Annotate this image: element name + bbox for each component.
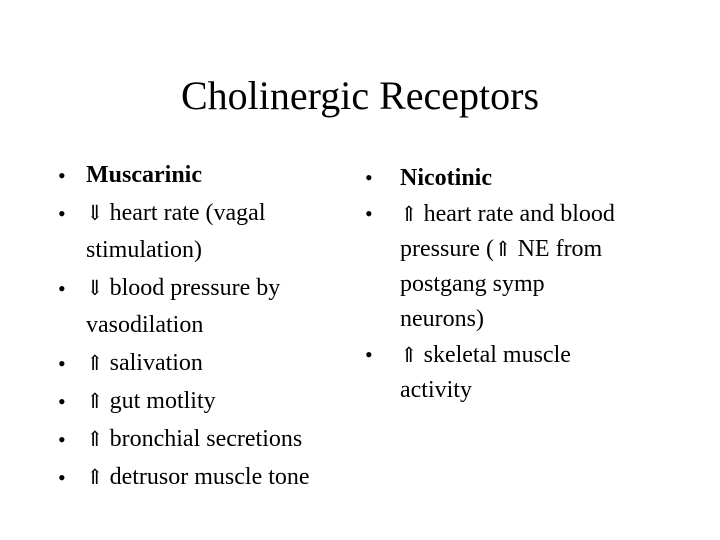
list-item-heart-rate xyxy=(58,195,368,269)
list-item-nicotinic-heading xyxy=(365,160,685,196)
muscarinic-heading: Muscarinic xyxy=(86,162,202,188)
bullet-icon: • xyxy=(58,427,66,452)
list-item-salivation xyxy=(58,345,368,382)
down-arrow-icon: ⇓ xyxy=(86,201,104,225)
list-item-detrusor-tone xyxy=(58,459,368,496)
item-text-continued: activity xyxy=(400,377,472,403)
item-text: salivation xyxy=(109,350,203,376)
nicotinic-list xyxy=(365,160,685,408)
item-text-continued: postgang symp xyxy=(400,271,545,297)
down-arrow-icon: ⇓ xyxy=(86,276,104,300)
up-arrow-icon: ⇑ xyxy=(86,427,104,451)
item-text-continued: stimulation) xyxy=(86,237,202,263)
item-text-continued: vasodilation xyxy=(86,312,204,338)
slide-title: Cholinergic Receptors xyxy=(180,73,540,118)
up-arrow-icon: ⇑ xyxy=(86,465,104,489)
bullet-icon: • xyxy=(365,342,373,367)
bullet-icon: • xyxy=(58,163,66,188)
item-text-continued xyxy=(400,232,685,267)
list-item-bronchial-secretions xyxy=(58,421,368,458)
item-text: heart rate and blood xyxy=(423,201,615,227)
up-arrow-icon: ⇑ xyxy=(86,351,104,375)
nicotinic-heading: Nicotinic xyxy=(400,165,492,191)
item-text-continued: neurons) xyxy=(400,306,484,332)
muscarinic-list xyxy=(58,157,368,497)
item-text-fragment: pressure ( xyxy=(400,236,494,262)
up-arrow-icon: ⇑ xyxy=(400,343,418,367)
up-arrow-icon: ⇑ xyxy=(493,237,512,261)
list-item-heart-rate-bp xyxy=(365,196,685,337)
item-text-fragment: NE from xyxy=(517,236,603,262)
item-text: heart rate (vagal xyxy=(109,200,266,226)
bullet-icon: • xyxy=(58,276,66,301)
item-text: gut motlity xyxy=(109,388,216,414)
item-text: blood pressure by xyxy=(109,275,281,301)
up-arrow-icon: ⇑ xyxy=(400,202,418,226)
item-text: bronchial secretions xyxy=(109,426,303,452)
bullet-icon: • xyxy=(58,389,66,414)
bullet-icon: • xyxy=(365,201,373,226)
bullet-icon: • xyxy=(58,201,66,226)
bullet-icon: • xyxy=(58,465,66,490)
list-item-blood-pressure xyxy=(58,270,368,344)
list-item-muscarinic-heading xyxy=(58,157,368,194)
item-text: skeletal muscle xyxy=(423,342,571,368)
item-text: detrusor muscle tone xyxy=(109,464,310,490)
up-arrow-icon: ⇑ xyxy=(86,389,104,413)
list-item-gut-motility xyxy=(58,383,368,420)
bullet-icon: • xyxy=(365,165,373,190)
bullet-icon: • xyxy=(58,351,66,376)
list-item-skeletal-muscle xyxy=(365,337,685,408)
